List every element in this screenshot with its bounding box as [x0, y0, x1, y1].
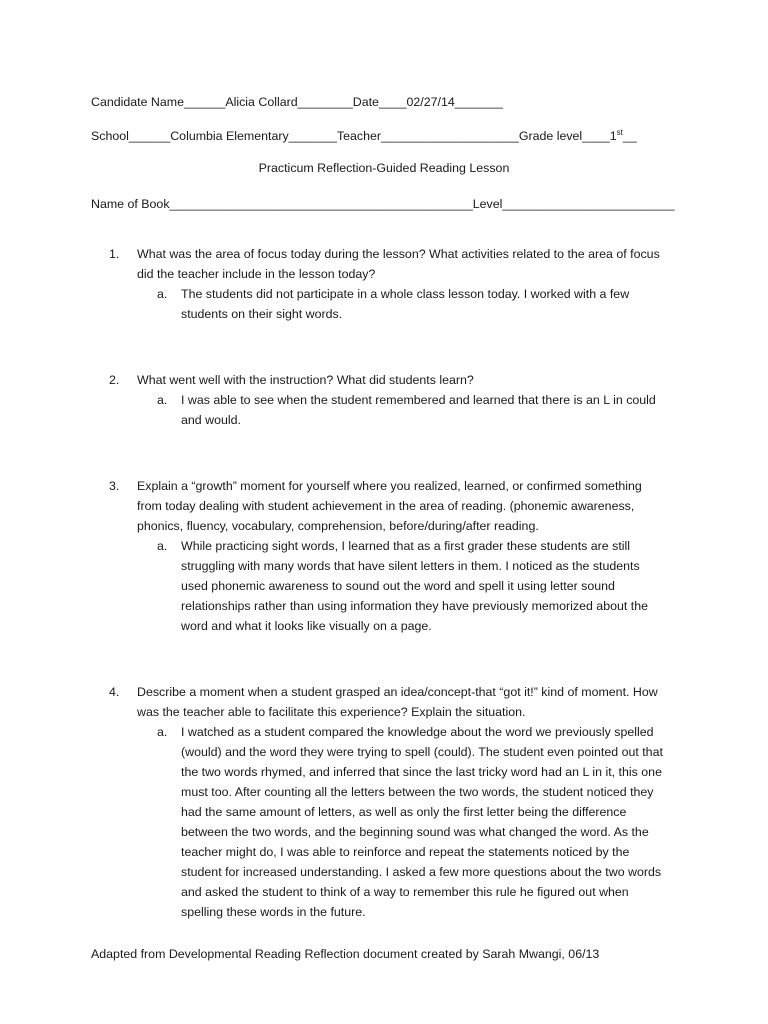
candidate-line: Candidate Name______Alicia Collard________Date____02/27/14_______	[91, 95, 503, 109]
book-line: Name of Book____________________________________________Level_________________________	[91, 197, 675, 211]
answer-text: The students did not participate in a whole class lesson today. I worked with a few students on their sight words.	[181, 287, 630, 321]
question-number: 4.	[109, 685, 120, 699]
answer-text: I watched as a student compared the knowledge about the word we previously spelled (would) and the word they were trying to spell (could). The student even pointed out that the two words rhymed, and inferred that since the last tricky word had an L in it, this one must too. After counting all the letters between the two words, the student noticed they had the same amount of letters, as well as only the first letter being the difference between the two words, and the beginning sound was what changed the word. As the teacher might do, I was able to reinforce and repeat the statements noticed by the student for increased understanding. I asked a few more questions about the two words and asked the student to think of a way to remember this rule he figured out when spelling these words in the future.	[181, 725, 663, 919]
answer-letter: a.	[157, 539, 168, 553]
answer-1	[157, 284, 669, 324]
answer-4	[157, 722, 669, 922]
answer-3	[157, 536, 669, 636]
question-2	[109, 370, 669, 430]
question-text: Explain a “growth” moment for yourself where you realized, learned, or confirmed something from today dealing with student achievement in the area of reading. (phonemic awareness, phonics, fluency, vocabulary, comprehension, before/during/after reading.	[137, 479, 642, 533]
question-4	[109, 682, 669, 922]
question-number: 1.	[109, 247, 120, 261]
question-text: What was the area of focus today during the lesson? What activities related to the area of focus did the teacher include in the lesson today?	[137, 247, 660, 281]
document-title: Practicum Reflection-Guided Reading Lesson	[258, 161, 510, 175]
school-line-text: School______Columbia Elementary_______Teacher____________________Grade level____1	[91, 129, 617, 143]
question-number: 3.	[109, 479, 120, 493]
school-line	[91, 126, 637, 146]
answer-2	[157, 390, 669, 430]
footer-credit: Adapted from Developmental Reading Reflection document created by Sarah Mwangi, 06/13	[91, 947, 600, 961]
school-line-tail: __	[622, 129, 637, 143]
question-3	[109, 476, 669, 636]
question-text: What went well with the instruction? What did students learn?	[137, 373, 474, 387]
question-text: Describe a moment when a student grasped an idea/concept-that “got it!” kind of moment. How was the teacher able to facilitate this experience? Explain the situation.	[137, 685, 658, 719]
answer-letter: a.	[157, 725, 168, 739]
answer-letter: a.	[157, 393, 168, 407]
grade-superscript: st	[616, 127, 623, 137]
question-number: 2.	[109, 373, 120, 387]
answer-text: While practicing sight words, I learned that as a first grader these students are still struggling with many words that have silent letters in them. I noticed as the students used phonemic awareness to sound out the word and spell it using letter sound relationships rather than using information they have previously memorized about the word and what it looks like visually on a page.	[181, 539, 648, 633]
answer-text: I was able to see when the student remembered and learned that there is an L in could and would.	[181, 393, 656, 427]
answer-letter: a.	[157, 287, 168, 301]
question-1	[109, 244, 669, 324]
